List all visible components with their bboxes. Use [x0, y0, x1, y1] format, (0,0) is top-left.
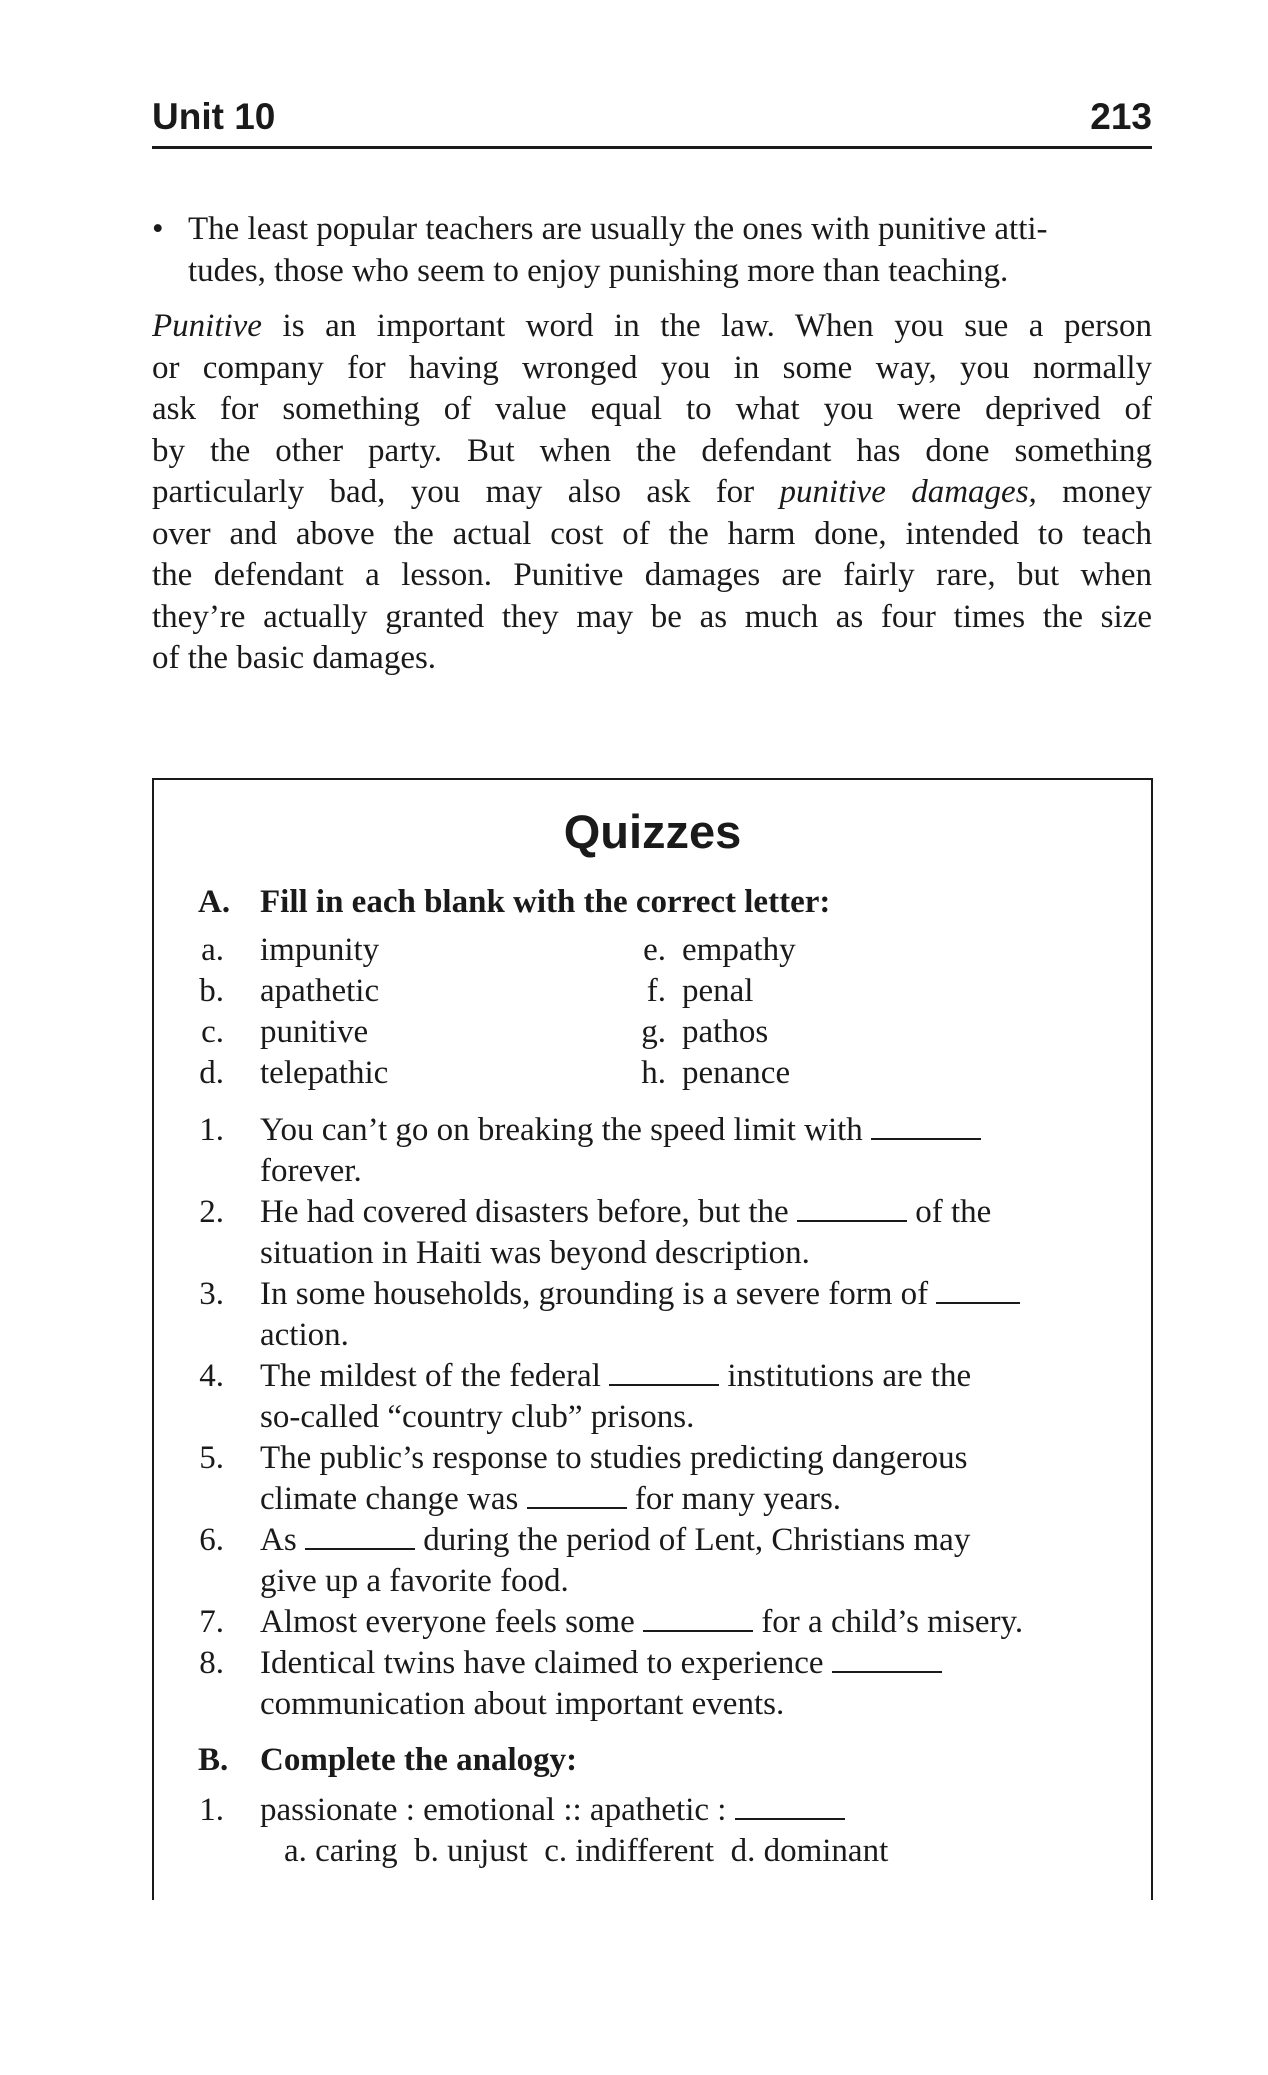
- question-2-cont: situation in Haiti was beyond description.: [260, 1235, 810, 1271]
- answer-blank[interactable]: [527, 1481, 627, 1509]
- bullet-line-1: The least popular teachers are usually the ones with punitive atti-: [188, 211, 1048, 247]
- quiz-title: Quizzes: [563, 805, 742, 858]
- paragraph-line-9: of the basic damages.: [152, 640, 437, 676]
- paragraph-line-2: or company for having wronged you in some way, you normally: [152, 349, 1152, 386]
- answer-blank[interactable]: [871, 1112, 981, 1140]
- bullet-line-2: tudes, those who seem to enjoy punishing more than teaching.: [188, 253, 1009, 289]
- section-a-instruction: Fill in each blank with the correct letter:: [260, 884, 831, 920]
- paragraph-line-1: Punitive is an important word in the law. When you sue a person: [152, 308, 1152, 344]
- question-8-cont: communication about important events.: [260, 1686, 785, 1722]
- question-6-cont: give up a favorite food.: [260, 1563, 569, 1599]
- paragraph-line-5: particularly bad, you may also ask for punitive damages, money: [152, 474, 1152, 510]
- page-header: [152, 96, 1152, 149]
- paragraph-line-6: over and above the actual cost of the harm done, intended to teach: [152, 515, 1152, 552]
- paragraph-line-8: they’re actually granted they may be as much as four times the size: [152, 598, 1152, 635]
- answer-blank[interactable]: [735, 1792, 845, 1820]
- quiz-box: Quizzes A. Fill in each blank with the correct letter: a. impunity b. apathetic c. punitive d. telepathic e. empathy f. penal g. pathos h. penance 1. You can’t go on breaking the speed limit with forever. 2. He had covered disasters before, but the of the situation in Haiti was beyond description. 3. In some households, grounding is a severe form of action. 4. The mildest of the federal institutions are the so-called “country club” prisons. 5. The public’s response to studies predicting dangerous climate change was for many years. 6. As during the period of Lent, Christians may give up a favorite food. 7. Almost everyone feels some for a child’s misery. 8. Identical twins have claimed to experience communication about important events. B. Complete the analogy: 1. passionate : emotional :: apathetic : a. caring b. unjust c. indifferent d. dominant: [152, 778, 1153, 1900]
- question-5-cont: climate change was for many years.: [260, 1481, 842, 1517]
- answer-blank[interactable]: [832, 1645, 942, 1673]
- unit-label: Unit 10: [152, 96, 276, 137]
- question-4-cont: so-called “country club” prisons.: [260, 1399, 695, 1435]
- question-3-cont: action.: [260, 1317, 349, 1353]
- answer-blank[interactable]: [609, 1358, 719, 1386]
- paragraph-line-4: by the other party. But when the defendant has done something: [152, 432, 1152, 469]
- section-b-instruction: Complete the analogy:: [260, 1742, 578, 1778]
- section-a-label: A.: [198, 884, 231, 920]
- question-1-cont: forever.: [260, 1153, 362, 1189]
- analogy-1-options: a. caring b. unjust c. indifferent d. dominant: [284, 1833, 889, 1869]
- answer-blank[interactable]: [797, 1194, 907, 1222]
- term-italic: punitive damages,: [779, 474, 1037, 510]
- section-b-label: B.: [198, 1742, 229, 1778]
- answer-blank[interactable]: [643, 1604, 753, 1632]
- body-paragraph: [152, 306, 1152, 680]
- page-number: 213: [1090, 96, 1152, 137]
- paragraph-line-7: the defendant a lesson. Punitive damages are fairly rare, but when: [152, 557, 1152, 593]
- answer-blank[interactable]: [305, 1522, 415, 1550]
- term-italic: Punitive: [152, 308, 262, 344]
- bullet-icon: •: [152, 211, 164, 247]
- paragraph-line-3: ask for something of value equal to what you were deprived of: [152, 391, 1152, 427]
- answer-blank[interactable]: [936, 1276, 1020, 1304]
